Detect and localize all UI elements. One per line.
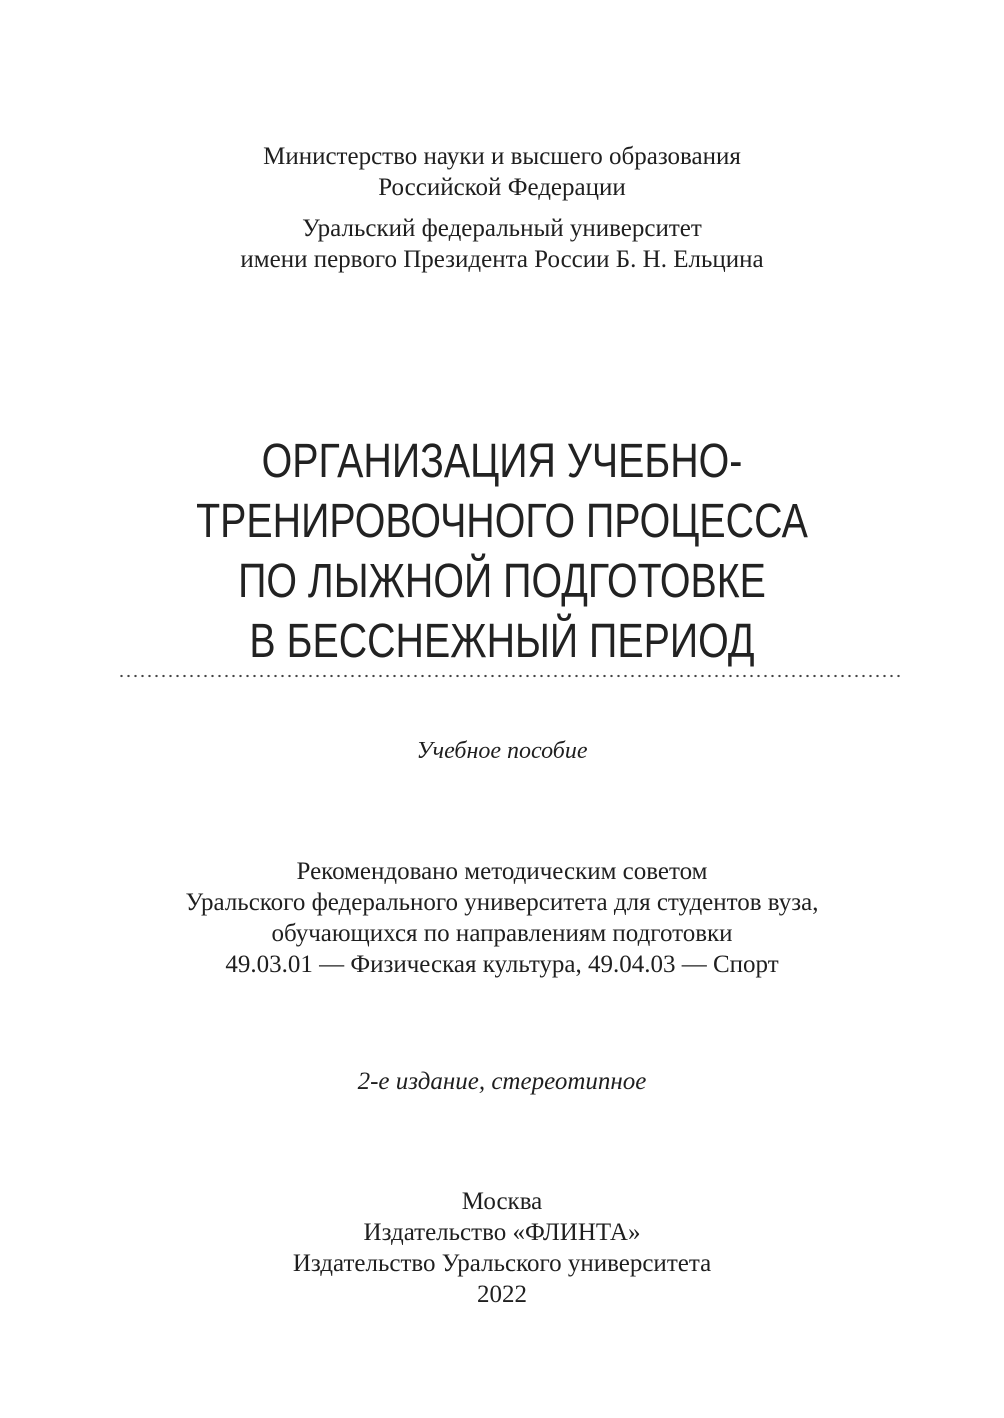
- title-line: ТРЕНИРОВОЧНОГО ПРОЦЕССА: [196, 495, 808, 548]
- ministry-heading: [0, 141, 1004, 203]
- university-heading: [0, 213, 1004, 275]
- imprint-year: 2022: [477, 1281, 527, 1308]
- imprint-publisher: Издательство Уральского университета: [292, 1250, 712, 1277]
- title-line: ОРГАНИЗАЦИЯ УЧЕБНО-: [261, 435, 743, 488]
- ministry-line: Российской Федерации: [378, 174, 626, 201]
- recommendation-line: Рекомендовано методическим советом: [296, 858, 708, 885]
- recommendation-line: 49.03.01 — Физическая культура, 49.04.03 — Спорт: [225, 951, 779, 978]
- book-title: [0, 432, 1004, 672]
- imprint-city: Москва: [461, 1188, 543, 1215]
- title-line: ПО ЛЫЖНОЙ ПОДГОТОВКЕ: [238, 555, 766, 608]
- university-line: имени первого Президента России Б. Н. Ельцина: [240, 246, 764, 273]
- dotted-divider: [118, 674, 901, 678]
- imprint-publisher: Издательство «ФЛИНТА»: [363, 1219, 641, 1246]
- recommendation-line: обучающихся по направлениям подготовки: [271, 920, 733, 947]
- title-line: В БЕССНЕЖНЫЙ ПЕРИОД: [249, 615, 755, 668]
- recommendation-text: [0, 856, 1004, 980]
- ministry-line: Министерство науки и высшего образования: [263, 143, 741, 170]
- edition-note: 2-е издание, стереотипное: [357, 1068, 647, 1095]
- book-subtitle: Учебное пособие: [416, 738, 588, 764]
- university-line: Уральский федеральный университет: [302, 215, 702, 242]
- imprint: [0, 1186, 1004, 1310]
- recommendation-line: Уральского федерального университета для студентов вуза,: [185, 889, 819, 916]
